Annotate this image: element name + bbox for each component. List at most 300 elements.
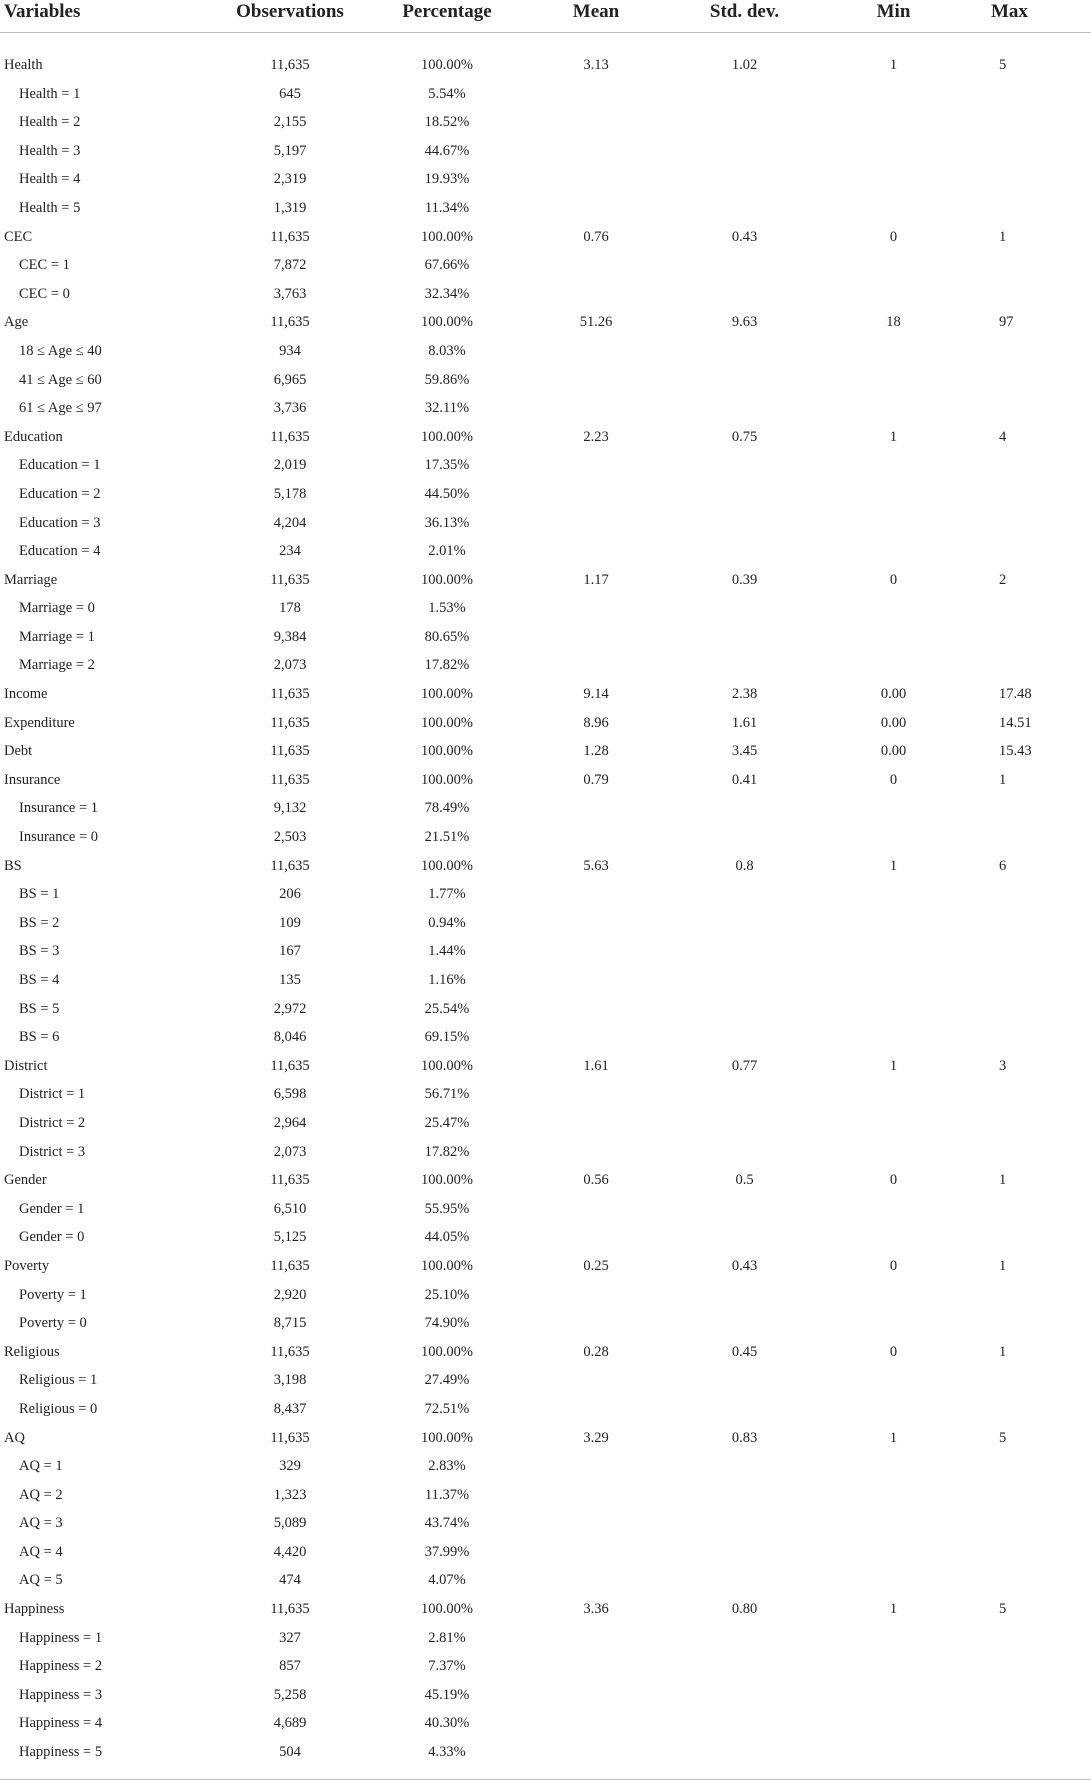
header-variables: Variables bbox=[0, 0, 208, 33]
cell-percentage: 74.90% bbox=[424, 1315, 470, 1332]
cell-mean: 0.25 bbox=[583, 1257, 609, 1274]
table-row bbox=[0, 1366, 1091, 1395]
cell-variable: CEC = 0 bbox=[19, 285, 70, 302]
table-row bbox=[0, 709, 1091, 738]
cell-std-dev bbox=[670, 1738, 819, 1779]
cell-std-dev bbox=[670, 1109, 819, 1138]
cell-observations: 3,198 bbox=[273, 1372, 307, 1389]
table-row bbox=[0, 566, 1091, 595]
table-row bbox=[0, 108, 1091, 137]
cell-percentage: 1.77% bbox=[428, 886, 466, 903]
cell-max: 6 bbox=[999, 857, 1007, 874]
table-row bbox=[0, 1223, 1091, 1252]
cell-variable: Education = 2 bbox=[19, 485, 101, 502]
cell-variable: Happiness = 4 bbox=[19, 1715, 103, 1732]
cell-percentage: 5.54% bbox=[428, 85, 466, 102]
cell-variable: Marriage = 0 bbox=[19, 600, 95, 617]
cell-min: 0.00 bbox=[880, 714, 907, 731]
cell-min bbox=[819, 1281, 968, 1310]
cell-variable: Insurance = 0 bbox=[19, 829, 99, 846]
cell-percentage: 44.05% bbox=[424, 1229, 470, 1246]
cell-min: 0.00 bbox=[880, 743, 907, 760]
cell-max bbox=[968, 1109, 1091, 1138]
cell-observations: 135 bbox=[279, 972, 301, 988]
cell-variable: Religious = 0 bbox=[19, 1400, 98, 1417]
table-row bbox=[0, 537, 1091, 566]
cell-std-dev bbox=[670, 1223, 819, 1252]
cell-mean: 1.28 bbox=[583, 743, 609, 760]
cell-percentage: 4.33% bbox=[372, 1738, 522, 1779]
cell-max bbox=[968, 794, 1091, 823]
cell-percentage: 2.83% bbox=[428, 1458, 466, 1475]
cell-mean bbox=[522, 80, 670, 109]
cell-min: 1 bbox=[889, 428, 898, 445]
cell-variable: Religious = 1 bbox=[19, 1372, 98, 1389]
cell-percentage: 43.74% bbox=[424, 1515, 470, 1532]
cell-observations: 11,635 bbox=[270, 857, 310, 874]
cell-percentage: 25.54% bbox=[424, 1000, 470, 1017]
cell-min bbox=[819, 794, 968, 823]
cell-std-dev: 0.41 bbox=[731, 771, 758, 788]
cell-max: 1 bbox=[999, 1172, 1007, 1189]
cell-min: 0.00 bbox=[880, 686, 907, 703]
cell-mean bbox=[522, 1138, 670, 1167]
table-row bbox=[0, 1452, 1091, 1481]
cell-std-dev bbox=[670, 80, 819, 109]
cell-variable: AQ = 1 bbox=[19, 1458, 63, 1475]
cell-max bbox=[968, 651, 1091, 680]
cell-std-dev bbox=[670, 794, 819, 823]
cell-observations: 5,258 bbox=[273, 1686, 307, 1703]
cell-std-dev bbox=[670, 1481, 819, 1510]
cell-max bbox=[968, 1023, 1091, 1052]
cell-mean bbox=[522, 1195, 670, 1224]
cell-std-dev bbox=[670, 1624, 819, 1653]
cell-std-dev bbox=[670, 1395, 819, 1424]
table-row bbox=[0, 1624, 1091, 1653]
cell-mean bbox=[522, 1738, 670, 1779]
cell-max bbox=[968, 823, 1091, 852]
cell-mean bbox=[522, 1509, 670, 1538]
cell-percentage: 100.00% bbox=[421, 1429, 473, 1446]
cell-min bbox=[819, 137, 968, 166]
cell-variable: Poverty bbox=[4, 1257, 50, 1274]
cell-max bbox=[968, 165, 1091, 194]
cell-std-dev bbox=[670, 165, 819, 194]
cell-observations: 7,872 bbox=[273, 257, 307, 274]
cell-std-dev bbox=[670, 995, 819, 1024]
cell-variable: Gender bbox=[4, 1172, 47, 1189]
table-row bbox=[0, 794, 1091, 823]
table-row bbox=[0, 1738, 1091, 1779]
cell-max: 1 bbox=[999, 1343, 1007, 1360]
table-row bbox=[0, 80, 1091, 109]
cell-variable: BS bbox=[4, 857, 22, 874]
cell-variable: Insurance = 1 bbox=[19, 800, 99, 817]
cell-observations: 2,073 bbox=[273, 657, 307, 674]
cell-min bbox=[819, 1538, 968, 1567]
cell-observations: 474 bbox=[279, 1572, 301, 1589]
cell-percentage: 4.07% bbox=[428, 1572, 466, 1589]
cell-min: 0 bbox=[889, 1343, 898, 1360]
cell-mean: 2.23 bbox=[583, 428, 609, 445]
cell-mean bbox=[522, 480, 670, 509]
cell-percentage: 21.51% bbox=[424, 829, 470, 846]
cell-min bbox=[819, 480, 968, 509]
cell-std-dev bbox=[670, 1652, 819, 1681]
cell-observations: 5,125 bbox=[273, 1229, 307, 1246]
cell-min bbox=[819, 1681, 968, 1710]
cell-observations: 11,635 bbox=[270, 1429, 310, 1446]
table-row bbox=[0, 594, 1091, 623]
cell-percentage: 44.50% bbox=[424, 485, 470, 502]
cell-observations: 11,635 bbox=[270, 428, 310, 445]
header-observations: Observations bbox=[208, 0, 372, 33]
cell-mean bbox=[522, 1023, 670, 1052]
cell-observations: 11,635 bbox=[270, 57, 310, 73]
table-row bbox=[0, 680, 1091, 709]
cell-min bbox=[819, 651, 968, 680]
cell-mean: 0.56 bbox=[583, 1172, 609, 1189]
cell-min bbox=[819, 623, 968, 652]
cell-std-dev bbox=[670, 937, 819, 966]
cell-max bbox=[968, 623, 1091, 652]
cell-std-dev bbox=[670, 451, 819, 480]
cell-max bbox=[968, 1281, 1091, 1310]
cell-observations: 11,635 bbox=[270, 1057, 310, 1074]
cell-observations: 4,689 bbox=[273, 1715, 307, 1732]
cell-min: 0 bbox=[889, 771, 898, 788]
cell-std-dev bbox=[670, 623, 819, 652]
cell-mean bbox=[522, 1281, 670, 1310]
cell-std-dev bbox=[670, 1538, 819, 1567]
cell-percentage: 56.71% bbox=[424, 1086, 470, 1103]
cell-percentage: 100.00% bbox=[421, 857, 473, 874]
table-body bbox=[0, 33, 1091, 1780]
cell-percentage: 1.44% bbox=[428, 943, 466, 960]
cell-percentage: 37.99% bbox=[424, 1543, 470, 1560]
cell-variable: BS = 2 bbox=[19, 914, 60, 931]
cell-min: 18 bbox=[886, 314, 901, 331]
cell-std-dev bbox=[670, 194, 819, 223]
cell-std-dev: 0.8 bbox=[735, 857, 754, 874]
cell-std-dev bbox=[670, 1681, 819, 1710]
cell-min bbox=[819, 995, 968, 1024]
header-std-dev: Std. dev. bbox=[670, 0, 819, 33]
cell-percentage: 8.03% bbox=[428, 342, 466, 359]
header-percentage: Percentage bbox=[372, 0, 522, 33]
cell-mean bbox=[522, 1538, 670, 1567]
cell-std-dev bbox=[670, 909, 819, 938]
cell-percentage: 80.65% bbox=[424, 628, 470, 645]
cell-mean bbox=[522, 651, 670, 680]
cell-variable: Debt bbox=[4, 743, 33, 760]
cell-mean bbox=[522, 594, 670, 623]
cell-std-dev bbox=[670, 1023, 819, 1052]
cell-mean bbox=[522, 1309, 670, 1338]
cell-variable: Marriage bbox=[4, 571, 58, 588]
cell-observations: 2,155 bbox=[273, 114, 307, 131]
cell-percentage: 40.30% bbox=[424, 1715, 470, 1732]
cell-max: 3 bbox=[999, 1057, 1007, 1074]
cell-max bbox=[968, 1366, 1091, 1395]
cell-std-dev bbox=[670, 537, 819, 566]
cell-std-dev bbox=[670, 337, 819, 366]
cell-max: 15.43 bbox=[999, 743, 1032, 760]
cell-max bbox=[968, 1481, 1091, 1510]
cell-percentage: 27.49% bbox=[424, 1372, 470, 1389]
cell-mean: 3.13 bbox=[583, 57, 609, 73]
table-row bbox=[0, 1109, 1091, 1138]
cell-max bbox=[968, 80, 1091, 109]
cell-mean bbox=[522, 251, 670, 280]
cell-observations: 11,635 bbox=[270, 1257, 310, 1274]
cell-variable: Happiness = 2 bbox=[19, 1658, 103, 1675]
cell-mean bbox=[522, 165, 670, 194]
cell-percentage: 19.93% bbox=[424, 171, 470, 188]
cell-min bbox=[819, 1138, 968, 1167]
cell-variable: Health = 5 bbox=[19, 199, 81, 216]
cell-variable: District bbox=[4, 1057, 48, 1074]
table-row bbox=[0, 1424, 1091, 1453]
cell-min bbox=[819, 1652, 968, 1681]
cell-observations: 3,736 bbox=[273, 400, 307, 417]
cell-percentage: 100.00% bbox=[421, 1257, 473, 1274]
cell-variable: AQ = 4 bbox=[19, 1543, 63, 1560]
table-row bbox=[0, 137, 1091, 166]
cell-percentage: 100.00% bbox=[421, 228, 473, 245]
cell-max: 17.48 bbox=[999, 686, 1032, 703]
cell-observations: 1,323 bbox=[273, 1486, 307, 1503]
cell-percentage: 100.00% bbox=[421, 314, 473, 331]
cell-variable: District = 3 bbox=[19, 1143, 86, 1160]
cell-mean bbox=[522, 1452, 670, 1481]
cell-observations: 5,089 bbox=[273, 1515, 307, 1532]
cell-variable: Gender = 0 bbox=[19, 1229, 85, 1246]
cell-max bbox=[968, 108, 1091, 137]
cell-variable: Poverty = 1 bbox=[19, 1286, 87, 1303]
cell-std-dev bbox=[670, 1309, 819, 1338]
cell-percentage: 36.13% bbox=[424, 514, 470, 531]
cell-max bbox=[968, 1395, 1091, 1424]
cell-variable: AQ = 3 bbox=[19, 1515, 63, 1532]
cell-std-dev bbox=[670, 1138, 819, 1167]
table-row bbox=[0, 1195, 1091, 1224]
cell-variable: Happiness = 5 bbox=[0, 1738, 208, 1779]
cell-percentage: 55.95% bbox=[424, 1200, 470, 1217]
cell-std-dev: 0.75 bbox=[731, 428, 758, 445]
cell-max: 97 bbox=[999, 314, 1014, 331]
cell-min: 1 bbox=[889, 857, 898, 874]
cell-min bbox=[819, 337, 968, 366]
cell-max bbox=[968, 1652, 1091, 1681]
header-max: Max bbox=[968, 0, 1091, 33]
cell-observations: 3,763 bbox=[273, 285, 307, 302]
cell-variable: Health bbox=[4, 57, 43, 73]
cell-variable: Health = 3 bbox=[19, 142, 81, 159]
cell-max bbox=[968, 394, 1091, 423]
cell-mean bbox=[522, 337, 670, 366]
cell-max bbox=[968, 451, 1091, 480]
cell-max bbox=[968, 1195, 1091, 1224]
table-row bbox=[0, 852, 1091, 881]
cell-std-dev bbox=[670, 251, 819, 280]
cell-max bbox=[968, 509, 1091, 538]
cell-observations: 11,635 bbox=[270, 1601, 310, 1618]
cell-variable: BS = 4 bbox=[19, 972, 60, 988]
cell-percentage: 78.49% bbox=[424, 800, 470, 817]
cell-mean bbox=[522, 366, 670, 395]
cell-mean: 0.79 bbox=[583, 771, 609, 788]
cell-observations: 8,437 bbox=[273, 1400, 307, 1417]
cell-variable: Income bbox=[4, 686, 48, 703]
cell-min bbox=[819, 108, 968, 137]
cell-std-dev: 1.61 bbox=[731, 714, 758, 731]
cell-mean: 3.36 bbox=[583, 1601, 609, 1618]
cell-observations: 109 bbox=[279, 914, 301, 931]
cell-min bbox=[819, 1223, 968, 1252]
cell-std-dev bbox=[670, 137, 819, 166]
table-row bbox=[0, 995, 1091, 1024]
table-row bbox=[0, 623, 1091, 652]
cell-percentage: 25.47% bbox=[424, 1114, 470, 1131]
cell-observations: 11,635 bbox=[270, 1172, 310, 1189]
cell-mean bbox=[522, 1566, 670, 1595]
cell-mean bbox=[522, 1080, 670, 1109]
cell-observations: 857 bbox=[279, 1658, 301, 1675]
cell-max: 14.51 bbox=[999, 714, 1032, 731]
table-row bbox=[0, 1080, 1091, 1109]
table-row bbox=[0, 909, 1091, 938]
cell-observations: 4,204 bbox=[273, 514, 307, 531]
cell-percentage: 32.34% bbox=[424, 285, 470, 302]
cell-mean: 51.26 bbox=[579, 314, 613, 331]
table-row bbox=[0, 1281, 1091, 1310]
table-row bbox=[0, 451, 1091, 480]
table-row bbox=[0, 251, 1091, 280]
cell-min bbox=[819, 1738, 968, 1779]
cell-variable: Happiness = 3 bbox=[19, 1686, 103, 1703]
cell-max bbox=[968, 1538, 1091, 1567]
cell-variable: Marriage = 2 bbox=[19, 657, 95, 674]
cell-mean bbox=[522, 880, 670, 909]
cell-observations: 11,635 bbox=[270, 686, 310, 703]
table-row bbox=[0, 1566, 1091, 1595]
table-row bbox=[0, 1338, 1091, 1367]
cell-observations: 6,510 bbox=[273, 1200, 307, 1217]
cell-variable: 18 ≤ Age ≤ 40 bbox=[19, 342, 102, 359]
cell-min bbox=[819, 1481, 968, 1510]
cell-max: 5 bbox=[999, 1601, 1007, 1618]
cell-max bbox=[968, 194, 1091, 223]
table-row bbox=[0, 308, 1091, 337]
cell-observations: 504 bbox=[208, 1738, 372, 1779]
cell-max bbox=[968, 480, 1091, 509]
cell-min: 0 bbox=[889, 228, 898, 245]
cell-min bbox=[819, 394, 968, 423]
cell-variable: CEC bbox=[4, 228, 33, 245]
cell-min bbox=[819, 194, 968, 223]
cell-min bbox=[819, 909, 968, 938]
table-row bbox=[0, 1395, 1091, 1424]
cell-min bbox=[819, 1566, 968, 1595]
cell-mean bbox=[522, 1109, 670, 1138]
cell-std-dev bbox=[670, 594, 819, 623]
cell-mean bbox=[522, 794, 670, 823]
cell-max bbox=[968, 1080, 1091, 1109]
table-row bbox=[0, 1138, 1091, 1167]
cell-percentage: 72.51% bbox=[424, 1400, 470, 1417]
cell-mean: 0.76 bbox=[583, 228, 609, 245]
table-row bbox=[0, 1709, 1091, 1738]
table-row bbox=[0, 394, 1091, 423]
cell-observations: 9,384 bbox=[273, 628, 307, 645]
cell-std-dev bbox=[670, 1509, 819, 1538]
cell-mean: 1.17 bbox=[583, 571, 609, 588]
cell-mean bbox=[522, 1395, 670, 1424]
cell-variable: Education = 4 bbox=[19, 543, 101, 560]
cell-std-dev bbox=[670, 108, 819, 137]
cell-min: 1 bbox=[889, 1601, 898, 1618]
cell-std-dev bbox=[670, 1566, 819, 1595]
cell-max bbox=[968, 1624, 1091, 1653]
cell-observations: 6,598 bbox=[273, 1086, 307, 1103]
table-row bbox=[0, 937, 1091, 966]
cell-max: 1 bbox=[999, 771, 1007, 788]
table-row bbox=[0, 480, 1091, 509]
cell-max: 2 bbox=[999, 571, 1007, 588]
cell-mean bbox=[522, 137, 670, 166]
cell-std-dev bbox=[670, 1452, 819, 1481]
table-header bbox=[0, 0, 1091, 33]
cell-variable: Happiness bbox=[4, 1601, 65, 1618]
header-mean: Mean bbox=[522, 0, 670, 33]
table-row bbox=[0, 33, 1091, 80]
cell-mean bbox=[522, 194, 670, 223]
table-row bbox=[0, 337, 1091, 366]
cell-std-dev: 9.63 bbox=[731, 314, 758, 331]
cell-observations: 2,319 bbox=[273, 171, 307, 188]
cell-mean: 9.14 bbox=[583, 686, 609, 703]
cell-min bbox=[819, 451, 968, 480]
cell-percentage: 25.10% bbox=[424, 1286, 470, 1303]
cell-min: 1 bbox=[889, 57, 898, 73]
cell-max: 5 bbox=[999, 1429, 1007, 1446]
cell-observations: 8,715 bbox=[273, 1315, 307, 1332]
cell-observations: 5,197 bbox=[273, 142, 307, 159]
cell-observations: 8,046 bbox=[273, 1029, 307, 1046]
cell-min bbox=[819, 1080, 968, 1109]
table-row bbox=[0, 1681, 1091, 1710]
cell-observations: 11,635 bbox=[270, 743, 310, 760]
cell-percentage: 100.00% bbox=[421, 1343, 473, 1360]
cell-variable: Insurance bbox=[4, 771, 61, 788]
cell-std-dev: 0.39 bbox=[731, 571, 758, 588]
cell-mean bbox=[522, 623, 670, 652]
cell-variable: 61 ≤ Age ≤ 97 bbox=[19, 400, 102, 417]
cell-observations: 4,420 bbox=[273, 1543, 307, 1560]
cell-std-dev: 0.80 bbox=[731, 1601, 758, 1618]
cell-variable: Education bbox=[4, 428, 63, 445]
cell-variable: BS = 3 bbox=[19, 943, 60, 960]
cell-percentage: 11.37% bbox=[424, 1486, 470, 1503]
cell-min bbox=[819, 280, 968, 309]
cell-std-dev bbox=[670, 1366, 819, 1395]
cell-max bbox=[968, 594, 1091, 623]
cell-mean bbox=[522, 108, 670, 137]
cell-mean bbox=[522, 1624, 670, 1653]
cell-max bbox=[968, 1509, 1091, 1538]
